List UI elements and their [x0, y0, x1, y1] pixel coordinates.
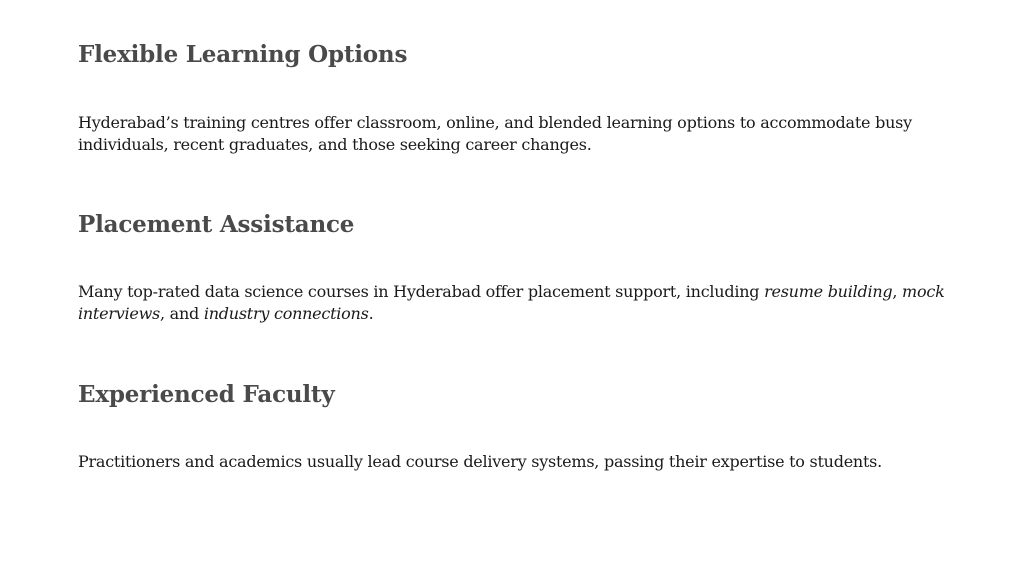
- section-body-experienced-faculty: Practitioners and academics usually lead course delivery systems, passing their expertise to students.: [78, 452, 882, 471]
- section-placement-body-wrap: [78, 281, 968, 325]
- placement-text-4: .: [368, 304, 374, 323]
- emphasis-mock-interviews: mock interviews: [78, 282, 945, 323]
- placement-text-1: Many top-rated data science courses in Hyderabad offer placement support, including: [78, 282, 765, 301]
- section-body-placement-assistance: [78, 281, 968, 325]
- section-flexible-learning-body-wrap: [78, 112, 968, 156]
- section-heading-placement-assistance: Placement Assistance: [78, 211, 355, 238]
- section-faculty-heading-wrap: [78, 380, 968, 410]
- section-heading-experienced-faculty: Experienced Faculty: [78, 381, 335, 408]
- section-body-flexible-learning: Hyderabad’s training centres offer classroom, online, and blended learning options to accommodate busy individuals, recent graduates, and those seeking career changes.: [78, 113, 912, 154]
- emphasis-resume-building: resume building: [764, 282, 893, 301]
- section-faculty-body-wrap: [78, 451, 968, 473]
- section-placement-heading-wrap: [78, 210, 968, 240]
- section-flexible-learning-heading-wrap: [78, 40, 968, 70]
- placement-text-2: ,: [892, 282, 903, 301]
- placement-text-3: , and: [160, 304, 204, 323]
- section-heading-flexible-learning: Flexible Learning Options: [78, 41, 408, 68]
- emphasis-industry-connections: industry connections: [203, 304, 369, 323]
